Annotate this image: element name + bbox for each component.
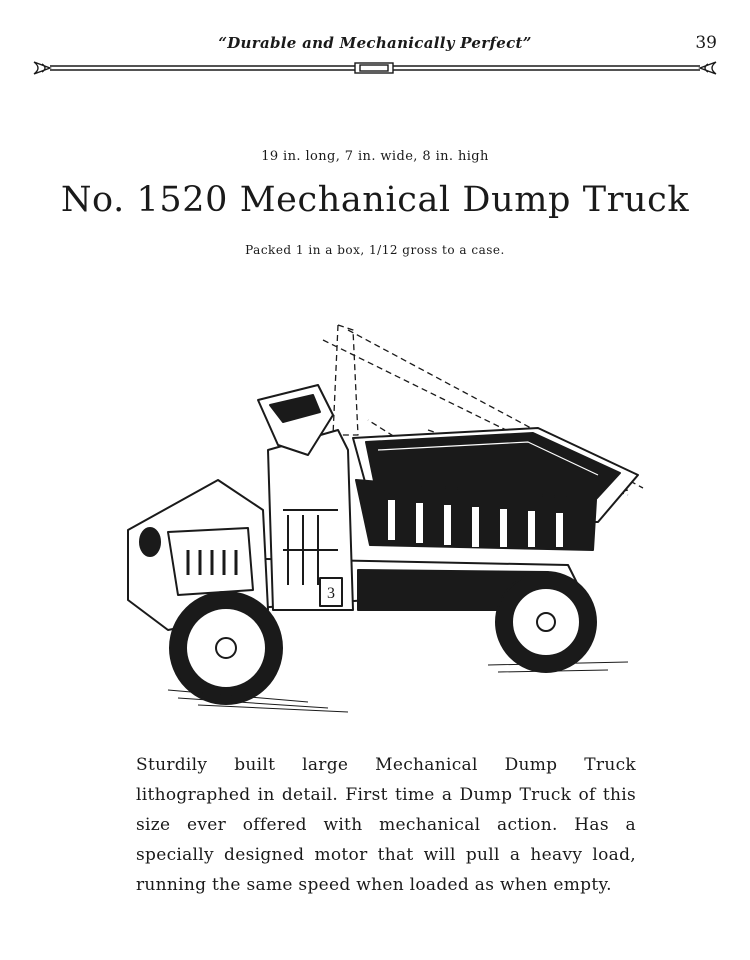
cab-number: 3 xyxy=(327,585,335,602)
product-title: No. 1520 Mechanical Dump Truck xyxy=(60,180,690,220)
product-dimensions: 19 in. long, 7 in. wide, 8 in. high xyxy=(261,149,489,164)
ornamental-rule xyxy=(30,58,720,80)
running-title: “Durable and Mechanically Perfect” xyxy=(218,34,532,52)
dump-truck-illustration xyxy=(108,310,668,720)
product-description: Sturdily built large Mechanical Dump Truck lithographed in detail. First time a Dump Truck of this size ever offered with mechanical action. Has a specially designed motor that will pull a heavy load, running the same speed when loaded as when empty. xyxy=(136,755,636,895)
packing-info: Packed 1 in a box, 1/12 gross to a case. xyxy=(245,243,505,257)
running-head xyxy=(0,34,750,54)
page-number: 39 xyxy=(695,33,717,53)
